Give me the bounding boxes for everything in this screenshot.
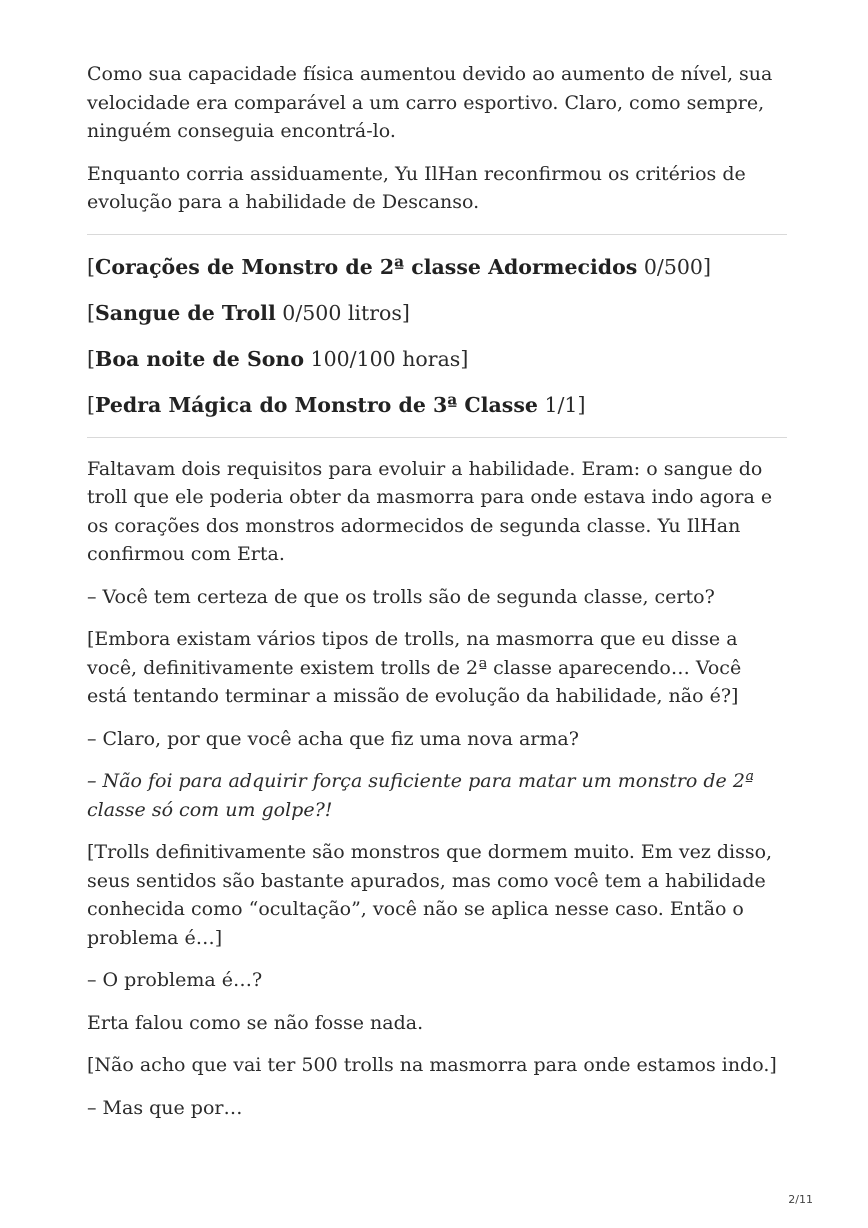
page-number: 2/11	[788, 1193, 813, 1206]
document-body	[87, 60, 787, 1136]
dialogue-line: [Embora existam vários tipos de trolls, na masmorra que eu disse a você, definitivamente existem trolls de 2ª classe aparecendo… Você está tentando terminar a missão de evolução da habilidade, não é?]	[87, 628, 742, 707]
thought-line: – Não foi para adquirir força suficiente para matar um monstro de 2ª classe só com um golpe?!	[87, 770, 754, 821]
requirement-name: Pedra Mágica do Monstro de 3ª Classe	[95, 392, 538, 417]
requirement-item: [Corações de Monstro de 2ª classe Adormecidos 0/500]	[87, 254, 711, 279]
dialogue-line: [Não acho que vai ter 500 trolls na masmorra para onde estamos indo.]	[87, 1054, 777, 1076]
requirement-value: 1/1	[544, 392, 578, 417]
requirement-name: Corações de Monstro de 2ª classe Adormecidos	[95, 254, 638, 279]
dialogue-line: – Claro, por que você acha que fiz uma nova arma?	[87, 727, 579, 750]
dialogue-line: – Você tem certeza de que os trolls são de segunda classe, certo?	[87, 585, 715, 608]
requirement-item: [Pedra Mágica do Monstro de 3ª Classe 1/1]	[87, 392, 586, 417]
requirement-value: 0/500 litros	[282, 300, 402, 325]
requirement-item: [Boa noite de Sono 100/100 horas]	[87, 346, 469, 371]
requirement-value: 100/100 horas	[310, 346, 461, 371]
requirement-name: Boa noite de Sono	[95, 346, 305, 371]
requirement-item: [Sangue de Troll 0/500 litros]	[87, 300, 410, 325]
paragraph: Enquanto corria assiduamente, Yu IlHan reconfirmou os critérios de evolução para a habilidade de Descanso.	[87, 162, 746, 213]
paragraph: Faltavam dois requisitos para evoluir a habilidade. Eram: o sangue do troll que ele poderia obter da masmorra para onde estava indo agora e os corações dos monstros adormecidos de segunda classe. Yu IlHan confirmou com Erta.	[87, 457, 773, 565]
dialogue-line: – O problema é…?	[87, 969, 263, 991]
dialogue-line: – Mas que por…	[87, 1096, 243, 1119]
divider	[87, 437, 787, 438]
requirement-value: 0/500	[643, 254, 703, 279]
paragraph: Como sua capacidade física aumentou devido ao aumento de nível, sua velocidade era comparável a um carro esportivo. Claro, como sempre, ninguém conseguia encontrá-lo.	[87, 63, 773, 142]
paragraph: Erta falou como se não fosse nada.	[87, 1011, 424, 1034]
divider	[87, 234, 787, 235]
dialogue-line: [Trolls definitivamente são monstros que dormem muito. Em vez disso, seus sentidos são bastante apurados, mas como você tem a habilidade conhecida como “ocultação”, você não se aplica nesse caso. Então o problema é…]	[87, 841, 773, 949]
requirement-name: Sangue de Troll	[95, 300, 276, 325]
